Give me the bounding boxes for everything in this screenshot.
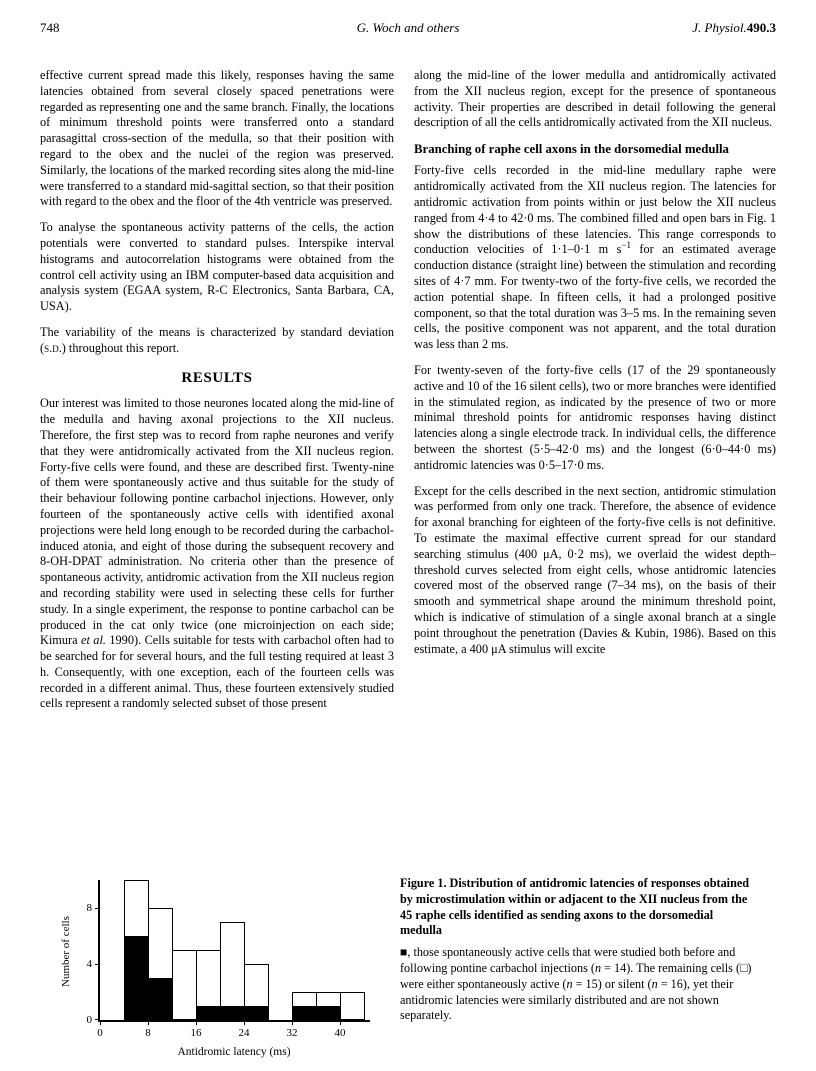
histogram-bar-filled-segment — [316, 1006, 341, 1020]
page-number: 748 — [40, 20, 60, 35]
y-axis-tick-label: 4 — [86, 958, 92, 970]
body-paragraph: Forty-five cells recorded in the mid-line medullary raphe were antidromically activated from the XII nucleus region. The latencies for antidromic activation from points within or just below the XII nucleus ranged from 4·4 to 42·0 ms. The combined filled and open bars in Fig. 1 show the distributions of these latencies. This range corresponds to conduction velocities of 1·1–0·1 m $s^{-1}$ for an estimated average conduction distance (straight line) between the stimulation and recording sites of 4·7 mm. For twenty-two of the forty-five cells, we recorded the action potential shape. In fifteen cells, it had a prolonged positive component, so that the total duration was 3–5 ms. In the remaining seven cells, the positive component was not apparent, and the total duration was less than 2 ms. — [414, 163, 776, 352]
results-heading: RESULTS — [181, 369, 253, 386]
histogram-bar — [316, 992, 341, 1020]
y-axis-label: Number of cells — [60, 916, 72, 988]
x-axis-tick — [100, 1020, 101, 1025]
x-axis-tick — [244, 1020, 245, 1025]
figure-caption-body: ■, those spontaneously active cells that were studied both before and following pontine carbachol injections (n = 14). The remaining cells (□) were either spontaneously active (n = 15) or silent (n = 16), yet their antidromic latencies were similarly distributed and are not shown separately. — [400, 945, 752, 1023]
section-subheading: Branching of raphe cell axons in the dorsomedial medulla — [414, 142, 729, 157]
histogram-bar — [340, 992, 365, 1020]
body-paragraph: To analyse the spontaneous activity patterns of the cells, the action potentials were converted to standard pulses. Interspike interval histograms and autocorrelation histograms were obtained from the control cell activity using an IBM computer-based data acquisition and analysis system (EGAA system, R-C Electronics, Santa Barbara, CA, USA). — [40, 220, 394, 314]
right-column — [414, 68, 776, 667]
histogram-bar — [124, 880, 149, 1020]
journal-name: J. Physiol. — [692, 20, 747, 35]
body-paragraph: along the mid-line of the lower medulla and antidromically activated from the XII nucleus region, except for the presence of spontaneous activity. Their properties are described in detail following the general description of all the cells antidromically activated from the XII nucleus. — [414, 68, 776, 130]
x-axis-tick-label: 24 — [238, 1027, 250, 1039]
left-column — [40, 68, 394, 722]
journal-reference — [692, 20, 776, 36]
histogram-bar — [244, 964, 269, 1020]
y-axis-tick — [95, 908, 100, 909]
y-axis-tick — [95, 1019, 100, 1020]
histogram-bar-filled-segment — [244, 1006, 269, 1020]
x-axis-tick-label: 8 — [145, 1027, 151, 1039]
x-axis-tick — [196, 1020, 197, 1025]
figure-caption-title: Figure 1. Distribution of antidromic latencies of responses obtained by microstimulation within or adjacent to the XII nucleus from the 45 raphe cells identified as sending axons to the dorsomedial medulla — [400, 876, 750, 938]
body-paragraph: Our interest was limited to those neurones located along the mid-line of the medulla and having axonal projections to the XII nucleus. Therefore, the first step was to record from raphe neurones and verify that they were antidromically activated from the XII nucleus region. Forty-five cells were found, and these are described first. Twenty-nine of them were spontaneously active and thus suitable for the study of their behaviour following pontine carbachol injections. However, only fourteen of the spontaneously active cells with identified axonal projections were held long enough to be recorded during the carbachol-induced atonia, and eight of those during the subsequent recovery and 8-OH-DPAT administration. No criteria other than the presence of spontaneous activity, antidromic activation from the XII nucleus region and recording stability were used in selecting these cells for further study. In a single experiment, the response to pontine carbachol can be produced in the cat only twice (one microinjection on each side; Kimura et al. 1990). Cells suitable for tests with carbachol often had to be searched for for several hours, and the full testing required at least 3 h. Consequently, with one exception, each of the fourteen cells was recorded in a different animal. Thus, these fourteen extensively studied cells represent a randomly selected subset of those present — [40, 396, 395, 711]
histogram-bar-filled-segment — [196, 1006, 221, 1020]
histogram-bar — [148, 908, 173, 1020]
figure-1-caption — [400, 876, 752, 1024]
x-axis-tick-label: 0 — [97, 1027, 103, 1039]
histogram-bar-filled-segment — [148, 978, 173, 1020]
y-axis-tick — [95, 964, 100, 965]
histogram-plot-area — [86, 880, 370, 1039]
body-paragraph: For twenty-seven of the forty-five cells (17 of the 29 spontaneously active and 10 of the 16 silent cells), two or more branches were identified in the stimulated region, as indicated by the presence of two or more minimal threshold points for antidromic responses having distinct latencies along a single electrode track. In individual cells, the difference between the shortest (5·5–42·0 ms) and the longest (6·0–44·0 ms) antidromic latencies was 0·5–17·0 ms. — [414, 362, 776, 472]
x-axis-tick — [292, 1020, 293, 1025]
x-axis-tick-label: 40 — [334, 1027, 346, 1039]
y-axis-tick-label: 0 — [86, 1014, 92, 1026]
histogram-bar-filled-segment — [124, 936, 149, 1020]
x-axis-tick-label: 16 — [190, 1027, 202, 1039]
histogram-bar — [292, 992, 317, 1020]
body-paragraph: Except for the cells described in the next section, antidromic stimulation was performed from only one track. Therefore, the absence of evidence for axonal branching for eighteen of the forty-five cells is not definitive. To estimate the maximal effective current spread for our standard searching stimulus (400 μA, 0·2 ms), we overlaid the widest depth–threshold curves selected from eight cells, whose antidromic latencies covered most of the observed range (7–34 ms), on the basis of their smooth and symmetrical shape around the minimum threshold point, which is indicative of stimulation of a single axonal branch at a single point throughout the penetration (Davies & Kubin, 1986). Based on this estimate, a 400 μA stimulus will excite — [414, 483, 776, 656]
journal-issue: 490.3 — [746, 20, 776, 35]
y-axis-tick-label: 8 — [86, 902, 92, 914]
x-axis-label: Antidromic latency (ms) — [177, 1046, 291, 1058]
histogram-bar-filled-segment — [220, 1006, 245, 1020]
histogram-bar — [220, 922, 245, 1020]
figure-1-histogram — [58, 870, 388, 1070]
histogram-bar — [196, 950, 221, 1020]
histogram-bar — [172, 950, 197, 1020]
x-axis-tick — [148, 1020, 149, 1025]
x-axis-tick — [340, 1020, 341, 1025]
running-title: G. Woch and others — [356, 20, 460, 35]
body-paragraph: effective current spread made this likely, responses having the same latencies obtained from several closely spaced penetrations were regarded as representing one and the same branch. Finally, the locations of minimum threshold points were transferred onto a standard parasagittal cross-section of the medulla, so that their position with regard to the obex and the nuclei of the region was preserved. Similarly, the locations of the marked recording sites along the mid-line were transferred to a standard mid-sagittal section, so that their position with regard to the obex and the floor of the 4th ventricle was preserved. — [40, 68, 394, 209]
body-paragraph: The variability of the means is characterized by standard deviation (s.d.) throughout this report. — [40, 324, 394, 355]
page-header — [40, 20, 776, 38]
histogram-bar-filled-segment — [292, 1006, 317, 1020]
x-axis-tick-label: 32 — [286, 1027, 298, 1039]
